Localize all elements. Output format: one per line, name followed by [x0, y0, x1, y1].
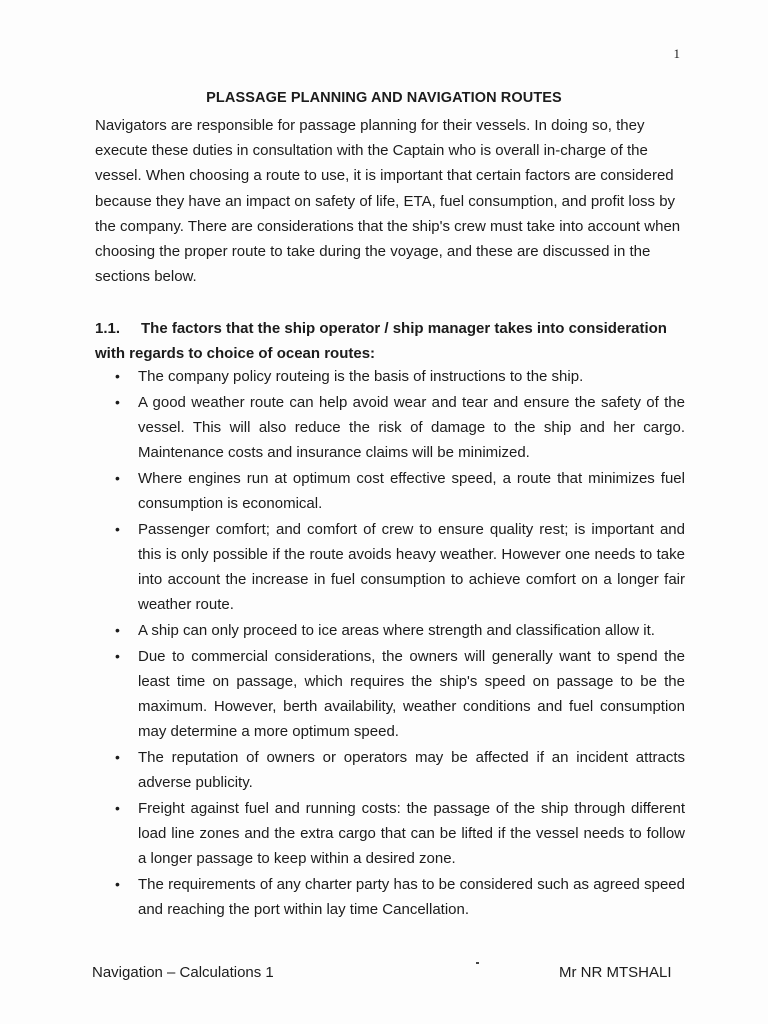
document-title: PLASSAGE PLANNING AND NAVIGATION ROUTES	[206, 90, 562, 106]
bullet-icon: •	[115, 368, 120, 384]
list-item	[95, 517, 685, 618]
list-item	[95, 618, 685, 643]
factors-list	[95, 364, 685, 923]
list-item-text: The company policy routeing is the basis of instructions to the ship.	[138, 368, 584, 385]
footer-author: Mr NR MTSHALI	[559, 964, 672, 981]
list-item	[95, 390, 685, 466]
intro-paragraph: Navigators are responsible for passage planning for their vessels. In doing so, they execute these duties in consultation with the Captain who is overall in-charge of the vessel. When choosing a route to use, it is important that certain factors are considered because they have an impact on safety of life, ETA, fuel consumption, and profit loss by the company. There are considerations that the ship's crew must take into account when choosing the proper route to take during the voyage, and these are discussed in the sections below.	[95, 117, 681, 286]
bullet-icon: •	[115, 799, 120, 816]
bullet-icon: •	[115, 876, 120, 893]
list-item-text: The requirements of any charter party has to be considered such as agreed speed and reaching the port within lay time Cancellation.	[138, 876, 685, 919]
list-item	[95, 796, 685, 872]
list-item	[95, 364, 685, 389]
list-item-text: The reputation of owners or operators may be affected if an incident attracts adverse publicity.	[138, 749, 685, 792]
section-number: 1.1.	[95, 320, 121, 337]
page-number: 1	[673, 46, 680, 61]
bullet-icon: •	[115, 520, 120, 537]
bullet-icon: •	[115, 647, 120, 664]
list-item-text: A good weather route can help avoid wear and tear and ensure the safety of the vessel. This will also reduce the risk of damage to the ship and her cargo. Maintenance costs and insurance claims will be minimized.	[138, 393, 685, 462]
bullet-icon: •	[115, 469, 120, 486]
list-item-text: Due to commercial considerations, the owners will generally want to spend the least time on passage, which requires the ship's speed on passage to be the maximum. However, berth availability, weather conditions and fuel consumption may determine a more optimum speed.	[138, 647, 685, 741]
bullet-icon: •	[115, 393, 120, 410]
footer-course-title: Navigation – Calculations 1	[92, 964, 274, 981]
section-heading	[95, 316, 690, 366]
bullet-icon: •	[115, 622, 120, 639]
bullet-icon: •	[115, 749, 120, 766]
list-item	[95, 872, 685, 922]
list-item	[95, 745, 685, 795]
list-item	[95, 644, 685, 745]
list-item-text: Where engines run at optimum cost effective speed, a route that minimizes fuel consumption is economical.	[138, 469, 685, 513]
list-item-text: Passenger comfort; and comfort of crew to ensure quality rest; is important and this is only possible if the route avoids heavy weather. However one needs to take into account the increase in fuel consumption to achieve comfort on a longer fair weather route.	[138, 520, 685, 614]
list-item-text: Freight against fuel and running costs: the passage of the ship through different load line zones and the extra cargo that can be lifted if the vessel needs to follow a longer passage to keep within a desired zone.	[138, 799, 685, 868]
list-item	[95, 466, 685, 516]
list-item-text: A ship can only proceed to ice areas where strength and classification allow it.	[138, 622, 655, 640]
section-heading-text: The factors that the ship operator / ship manager takes into consideration with regards to choice of ocean routes:	[95, 320, 667, 362]
scan-speck	[476, 962, 479, 964]
